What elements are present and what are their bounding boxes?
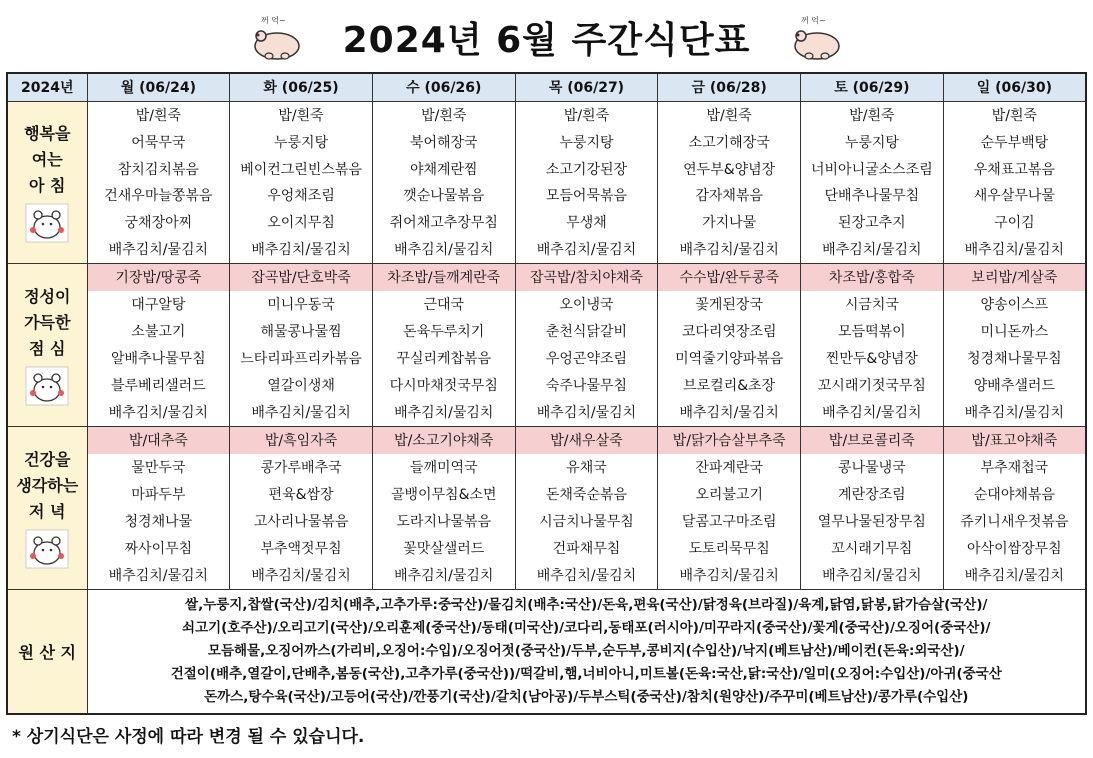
- menu-item: 깻순나물볶음: [403, 188, 485, 205]
- menu-list: [373, 102, 515, 263]
- day-menu-cell: [943, 263, 1086, 426]
- menu-item: 배추김치/물김치: [964, 405, 1065, 421]
- menu-item: 미역줄기양파볶음: [675, 351, 784, 367]
- menu-item: 편육&쌈장: [268, 487, 334, 503]
- menu-item: 청경채나물무침: [967, 351, 1062, 367]
- menu-item: 도토리묵무침: [688, 541, 770, 557]
- bear-mascot-icon: [25, 203, 69, 243]
- header-row: [7, 73, 1086, 101]
- menu-item: 돈육두루치기: [403, 324, 485, 340]
- menu-item: 꽃게된장국: [695, 297, 763, 313]
- mascot-text: 꺼 억~: [261, 16, 286, 25]
- menu-item: 미니돈까스: [980, 324, 1049, 340]
- menu-list: [230, 102, 372, 263]
- weekly-menu-table: [6, 72, 1087, 715]
- menu-item: 우엉채조림: [267, 188, 335, 205]
- origin-label: 원 산 지: [7, 589, 87, 714]
- menu-item: 단배추나물무침: [824, 188, 920, 205]
- menu-item: 밥/브로콜리죽: [801, 427, 943, 454]
- day-menu-cell: [515, 426, 658, 589]
- menu-item: 꾸실리케찹볶음: [396, 351, 492, 367]
- menu-list: [658, 264, 800, 426]
- day-menu-cell: [515, 263, 658, 426]
- menu-list: [516, 427, 658, 589]
- menu-item: 부추액젓무침: [260, 541, 342, 557]
- menu-item: 숙주나물무침: [545, 378, 628, 394]
- day-menu-cell: [943, 101, 1086, 263]
- day-header: 토 (06/29): [801, 73, 944, 101]
- menu-item: 대구알탕: [131, 297, 186, 313]
- menu-list: [801, 427, 943, 589]
- menu-item: 미니우동국: [267, 297, 335, 313]
- menu-item: 새우살무나물: [973, 188, 1055, 205]
- menu-item: 참치김치볶음: [117, 161, 199, 178]
- day-menu-cell: [515, 101, 658, 263]
- menu-item: 배추김치/물김치: [822, 405, 922, 421]
- menu-item: 배추김치/물김치: [679, 242, 779, 259]
- menu-item: 밥/흰죽: [421, 107, 467, 124]
- menu-item: 소불고기: [131, 324, 186, 340]
- menu-item: 된장고추지: [838, 215, 906, 232]
- origin-line: 쌀,누룽지,찹쌀(국산)/김치(배추,고추가루:중국산)/물김치(배추:국산)/돈육,편육(국산)/닭정육(브라질)/육계,닭염,닭봉,닭가슴살(국산)/: [185, 596, 988, 613]
- menu-list: [944, 102, 1085, 263]
- menu-item: 모듬어묵볶음: [545, 188, 628, 205]
- menu-item: 들깨미역국: [409, 460, 478, 476]
- year-header: 2024년: [7, 73, 87, 101]
- menu-list: [658, 102, 800, 263]
- menu-item: 궁채장아찌: [124, 215, 193, 232]
- day-menu-cell: [87, 426, 230, 589]
- menu-item: 브로컬리&초장: [683, 378, 776, 394]
- menu-item: 배추김치/물김치: [394, 405, 494, 421]
- menu-item: 느타리파프리카볶음: [240, 351, 362, 367]
- menu-item: 시금치국: [844, 297, 899, 313]
- menu-item: 구이김: [994, 215, 1035, 232]
- menu-item: 밥/표고야채죽: [944, 427, 1085, 454]
- menu-item: 누룽지탕: [559, 134, 614, 151]
- menu-item: 코다리엿장조림: [681, 324, 777, 340]
- day-menu-cell: [372, 101, 515, 263]
- menu-item: 보리밥/게살죽: [944, 264, 1085, 291]
- menu-list: [230, 264, 372, 426]
- menu-item: 베이컨그린빈스볶음: [240, 161, 362, 178]
- menu-item: 부추재첩국: [980, 460, 1049, 476]
- day-header: 수 (06/26): [372, 73, 515, 101]
- menu-item: 꼬시래기무침: [831, 541, 913, 557]
- menu-item: 청경채나물: [124, 514, 193, 530]
- menu-item: 물만두국: [131, 460, 186, 476]
- menu-item: 순두부백탕: [980, 134, 1049, 151]
- menu-item: 수수밥/완두콩죽: [658, 264, 800, 291]
- day-menu-cell: [801, 426, 944, 589]
- menu-list: [944, 427, 1085, 589]
- menu-item: 꼬시래기젓국무침: [817, 378, 926, 394]
- menu-item: 어묵무국: [131, 134, 186, 151]
- menu-item: 우엉곤약조림: [545, 351, 628, 367]
- menu-item: 밥/닭가슴살부추죽: [658, 427, 800, 454]
- menu-item: 알배추나물무침: [111, 351, 206, 367]
- menu-list: [801, 102, 943, 263]
- menu-item: 밥/흰죽: [278, 107, 324, 124]
- menu-item: 열무나물된장무침: [817, 514, 926, 530]
- menu-item: 배추김치/물김치: [536, 568, 637, 584]
- menu-item: 건새우마늘쫑볶음: [104, 188, 213, 205]
- menu-item: 밥/새우살죽: [516, 427, 658, 454]
- menu-item: 차조밥/들깨계란죽: [373, 264, 515, 291]
- menu-item: 배추김치/물김치: [822, 242, 922, 259]
- menu-item: 고사리나물볶음: [253, 514, 349, 530]
- menu-item: 근대국: [423, 297, 465, 313]
- meal-label-line: 여는: [31, 150, 63, 169]
- day-header: 월 (06/24): [87, 73, 230, 101]
- bear-mascot-icon: [787, 12, 845, 64]
- menu-list: [658, 427, 800, 589]
- menu-item: 소고기해장국: [688, 134, 770, 151]
- menu-item: 배추김치/물김치: [536, 405, 637, 421]
- menu-item: 골뱅이무침&소면: [390, 487, 497, 503]
- menu-item: 오리불고기: [695, 487, 763, 503]
- day-menu-cell: [87, 263, 230, 426]
- day-header: 일 (06/30): [943, 73, 1086, 101]
- meal-label-line: 생각하는: [16, 475, 79, 495]
- meal-label-line: 저 녁: [29, 501, 66, 521]
- meal-label: [7, 263, 87, 426]
- menu-item: 배추김치/물김치: [108, 405, 209, 421]
- meal-label: [7, 426, 87, 589]
- menu-item: 건파채무침: [552, 541, 621, 557]
- origin-row: [7, 589, 1086, 714]
- meal-row: [7, 263, 1086, 426]
- day-menu-cell: [801, 263, 944, 426]
- day-header: 금 (06/28): [658, 73, 801, 101]
- day-menu-cell: [230, 263, 373, 426]
- menu-item: 잔파계란국: [695, 460, 763, 476]
- origin-line: 모듬해물,오징어까스(가리비,오징어:수입)/오징어젓(중국산)/두부,순두부,콩비지(수입산)/낙지(베트남산)/베이컨(돈육:외국산)/: [207, 642, 965, 659]
- menu-item: 짜사이무침: [124, 541, 193, 557]
- day-menu-cell: [801, 101, 944, 263]
- menu-list: [88, 264, 230, 426]
- menu-item: 밥/소고기야채죽: [373, 427, 515, 454]
- menu-item: 달콤고구마조림: [681, 514, 777, 530]
- menu-item: 배추김치/물김치: [394, 242, 494, 259]
- day-header: 목 (06/27): [515, 73, 658, 101]
- meal-label-line: 가득한: [24, 312, 71, 332]
- menu-item: 밥/흰죽: [991, 107, 1037, 124]
- bear-mascot-icon: [25, 529, 69, 569]
- meal-label-line: 정성이: [24, 286, 71, 306]
- menu-item: 배추김치/물김치: [251, 568, 351, 584]
- menu-item: 돈채죽순볶음: [545, 487, 628, 503]
- menu-item: 콩나물냉국: [838, 460, 906, 476]
- meal-label-line: 행복을: [24, 124, 71, 143]
- menu-list: [373, 264, 515, 426]
- menu-item: 배추김치/물김치: [251, 242, 351, 259]
- menu-item: 밥/흑임자죽: [230, 427, 372, 454]
- menu-item: 마파두부: [131, 487, 186, 503]
- menu-item: 밥/흰죽: [563, 107, 610, 124]
- page-title: 2024년 6월 주간식단표: [342, 20, 751, 61]
- menu-item: 기장밥/땅콩죽: [88, 264, 230, 291]
- menu-item: 해물콩나물찜: [260, 324, 342, 340]
- menu-item: 아삭이쌈장무침: [967, 541, 1062, 557]
- menu-item: 양배추샐러드: [973, 378, 1055, 394]
- menu-item: 우채표고볶음: [973, 161, 1055, 178]
- menu-item: 다시마채젓국무침: [389, 378, 498, 394]
- day-menu-cell: [230, 426, 373, 589]
- menu-item: 감자채볶음: [695, 188, 763, 205]
- origin-line: 쇠고기(호주산)/오리고기(국산)/오리훈제(중국산)/동태(미국산)/코다리,동태포(러시아)/미꾸라지(중국산)/꽃게(중국산)/오징어(중국산)/: [182, 619, 991, 636]
- menu-item: 잡곡밥/참치야채죽: [516, 264, 658, 291]
- meal-label-line: 점 심: [29, 338, 66, 358]
- menu-item: 시금치나물무침: [539, 514, 634, 530]
- menu-item: 꽃맛살샐러드: [403, 541, 485, 557]
- day-menu-cell: [943, 426, 1086, 589]
- menu-item: 차조밥/홍합죽: [801, 264, 943, 291]
- menu-item: 너비아니굴소스조림: [811, 161, 933, 178]
- menu-item: 밥/흰죽: [135, 107, 181, 124]
- menu-item: 밥/흰죽: [849, 107, 895, 124]
- menu-item: 누룽지탕: [274, 134, 329, 151]
- menu-item: 모듬떡볶이: [838, 324, 906, 340]
- menu-item: 소고기강된장: [545, 161, 628, 178]
- menu-list: [516, 264, 658, 426]
- menu-item: 쥬키니새우젓볶음: [960, 514, 1069, 530]
- menu-item: 배추김치/물김치: [394, 568, 494, 584]
- menu-list: [373, 427, 515, 589]
- footnote: * 상기식단은 사정에 따라 변경 될 수 있습니다.: [12, 727, 365, 747]
- menu-item: 양송이스프: [980, 297, 1049, 313]
- menu-item: 순대야채볶음: [973, 487, 1055, 503]
- menu-list: [88, 102, 230, 263]
- menu-item: 블루베리샐러드: [111, 378, 206, 394]
- day-menu-cell: [658, 426, 801, 589]
- menu-item: 배추김치/물김치: [679, 568, 779, 584]
- menu-item: 콩가루배추국: [260, 460, 342, 476]
- menu-item: 배추김치/물김치: [679, 405, 779, 421]
- menu-item: 찐만두&양념장: [825, 351, 918, 367]
- menu-item: 배추김치/물김치: [964, 568, 1065, 584]
- origin-line: 돈까스,탕수육(국산)/고등어(국산)/깐풍기(국산)/갈치(남아공)/두부스틱(중국산)/참치(원양산)/주꾸미(베트남산)/콩가루(수입산): [204, 688, 969, 705]
- menu-item: 도라지나물볶음: [396, 514, 492, 530]
- menu-item: 야채계란찜: [409, 161, 478, 178]
- menu-list: [944, 264, 1085, 426]
- menu-list: [88, 427, 230, 589]
- menu-item: 가지나물: [702, 215, 757, 232]
- menu-item: 밥/대추죽: [88, 427, 230, 454]
- day-menu-cell: [372, 426, 515, 589]
- menu-item: 열갈이생채: [267, 378, 335, 394]
- origin-line: 건절이(배추,열갈이,단배추,봄동(국산),고추가루(중국산))/떡갈비,햄,너비아니,미트볼(돈육:국산,닭:국산)/일미(오징어:수입산)/아귀(중국산: [170, 665, 1002, 682]
- menu-list: [230, 427, 372, 589]
- menu-item: 계란장조림: [838, 487, 906, 503]
- menu-list: [801, 264, 943, 426]
- origin-text: [87, 589, 1086, 714]
- menu-item: 북어해장국: [409, 134, 478, 151]
- meal-label-line: 아 침: [29, 176, 66, 195]
- day-menu-cell: [372, 263, 515, 426]
- mascot-text: 꺼 억~: [801, 16, 826, 25]
- menu-item: 오이지무침: [267, 215, 335, 232]
- day-menu-cell: [658, 263, 801, 426]
- menu-item: 잡곡밥/단호박죽: [230, 264, 372, 291]
- meal-label: [7, 101, 87, 263]
- menu-item: 배추김치/물김치: [964, 242, 1065, 259]
- menu-item: 누룽지탕: [844, 134, 899, 151]
- menu-item: 배추김치/물김치: [108, 568, 209, 584]
- meal-row: [7, 426, 1086, 589]
- title-bar: [0, 6, 1093, 68]
- day-header: 화 (06/25): [230, 73, 373, 101]
- day-menu-cell: [658, 101, 801, 263]
- meal-label-line: 건강을: [24, 449, 71, 469]
- menu-item: 연두부&양념장: [683, 161, 776, 178]
- menu-item: 배추김치/물김치: [536, 242, 637, 259]
- menu-item: 밥/흰죽: [706, 107, 752, 124]
- menu-item: 오이냉국: [559, 297, 614, 313]
- menu-item: 유채국: [566, 460, 607, 476]
- menu-item: 배추김치/물김치: [251, 405, 351, 421]
- menu-list: [516, 102, 658, 263]
- bear-mascot-icon: [25, 366, 69, 406]
- day-menu-cell: [87, 101, 230, 263]
- menu-item: 배추김치/물김치: [108, 242, 209, 259]
- menu-item: 무생채: [566, 215, 607, 232]
- day-menu-cell: [230, 101, 373, 263]
- menu-item: 쥐어채고추장무침: [389, 215, 498, 232]
- meal-row: [7, 101, 1086, 263]
- menu-item: 춘천식닭갈비: [545, 324, 628, 340]
- menu-item: 배추김치/물김치: [822, 568, 922, 584]
